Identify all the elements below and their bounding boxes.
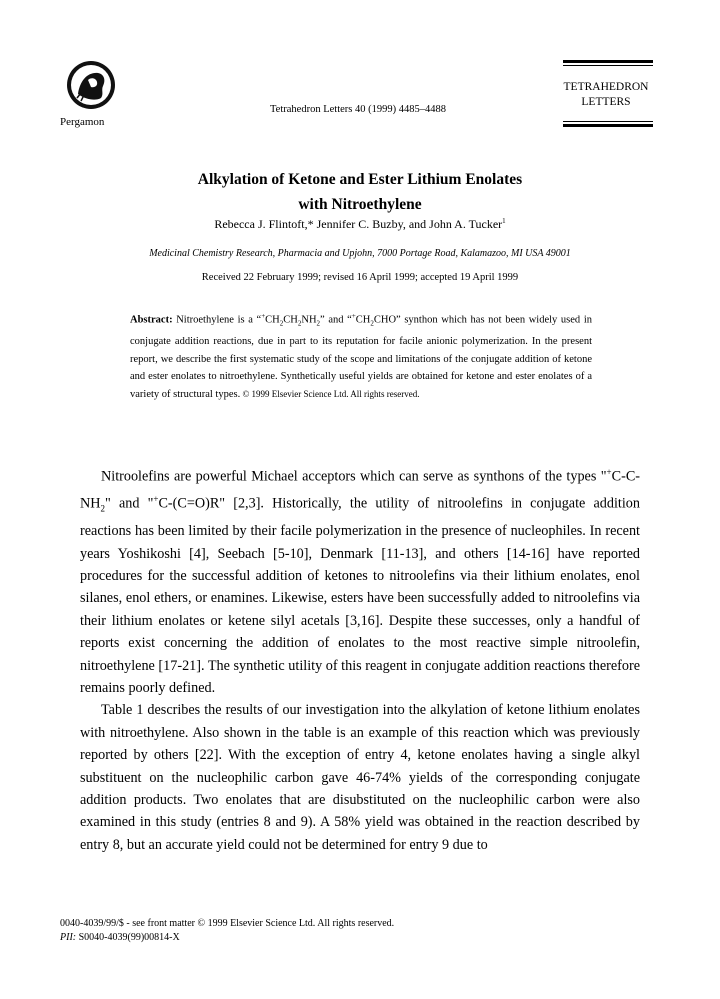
journal-name-line1: TETRAHEDRON — [563, 81, 649, 93]
author-names: Rebecca J. Flintoft,* Jennifer C. Buzby, and John A. Tucker — [214, 217, 503, 231]
abstract-sup: + — [261, 312, 266, 320]
abstract-text-a: Nitroethylene is a “ — [172, 314, 262, 326]
article-title-line2: with Nitroethylene — [298, 196, 422, 213]
header-rule-top — [563, 60, 653, 68]
body-p1-text: C-(C=O)R" [2,3]. Historically, the utility of nitroolefins in conjugate addition reactions has been limited by their facile polymerization in the presence of nucleophiles. In recent years Yoshikoshi [4], Seebach [5-10], Denmark [11-13], and others [14-16] have reported procedures for the successful addition of ketones to nitroolefins via their lithium enolates, enol silanes, enol ethers, or enamines. Likewise, esters have been successfully added to nitroolefins via their lithium enolates or ketene silyl acetals [3,16]. Despite these successes, only a handful of reports exist concerning the addition of enolates to the most reactive simple nitroolefin, nitroethylene [17-21]. The synthetic utility of this reagent in conjugate addition reactions therefore remains poorly defined. — [80, 495, 640, 696]
abstract-sub: 2 — [370, 319, 374, 328]
publisher-logo-emblem — [66, 60, 116, 110]
journal-citation: Tetrahedron Letters 40 (1999) 4485–4488 — [270, 104, 446, 115]
abstract-synthon-part: CH — [265, 314, 280, 326]
pii-value: S0040-4039(99)00814-X — [76, 932, 180, 943]
author-footnote-marker: 1 — [502, 217, 506, 225]
body-p1-text: Nitroolefins are powerful Michael acceptors which can serve as synthons of the types " — [101, 468, 607, 485]
body-paragraph-2: Table 1 describes the results of our investigation into the alkylation of ketone lithium enolates with nitroethylene. Also shown in the table is an example of this reaction which was previously reported by others [22]. With the exception of entry 4, ketone enolates having a single alkyl substituent on the nucleophilic carbon gave 46-74% yields of the corresponding conjugate addition products. Two enolates that are disubstituted on the nucleophilic carbon were also examined in this study (entries 8 and 9). A 58% yield was obtained in the reaction described by entry 8, but an accurate yield could not be determined for entry 9 due to — [80, 702, 640, 853]
body-text — [80, 461, 640, 856]
journal-name — [556, 80, 656, 110]
abstract-synthon-part: CH — [355, 314, 371, 326]
affiliation: Medicinal Chemistry Research, Pharmacia and Upjohn, 7000 Portage Road, Kalamazoo, MI USA 49001 — [149, 248, 571, 259]
abstract-sub: 2 — [279, 319, 284, 328]
abstract-label: Abstract: — [130, 314, 173, 326]
abstract — [130, 308, 592, 403]
header-rule-bottom — [563, 121, 653, 129]
body-sub: 2 — [100, 503, 105, 514]
body-sup: + — [153, 494, 159, 505]
body-paragraph-1 — [80, 461, 640, 699]
abstract-synthon-part: CH — [283, 314, 298, 326]
footer — [60, 917, 394, 945]
body-p1-text: " and " — [105, 495, 154, 512]
abstract-sup: + — [351, 312, 356, 320]
abstract-text-b: ” and “ — [320, 314, 352, 326]
pii-label: PII: — [60, 932, 77, 943]
article-title-line1: Alkylation of Ketone and Ester Lithium Enolates — [197, 171, 523, 188]
abstract-sub: 2 — [297, 319, 302, 328]
abstract-sub: 2 — [316, 319, 321, 328]
author-list — [100, 217, 620, 232]
body-p1-text: C-C-NH — [80, 468, 640, 512]
footer-copyright: 0040-4039/99/$ - see front matter © 1999 Elsevier Science Ltd. All rights reserved. — [60, 918, 395, 929]
abstract-text-c: CHO” synthon which has not been widely used in conjugate addition reactions, due in part to its reputation for facile anionic polymerization. In the present report, we describe the first systematic study of the scope and limitations of the conjugate addition of ketone and ester enolates to nitroethylene. Synthetically useful yields are obtained for ketone and ester enolates of a variety of structural types. — [130, 314, 592, 400]
received-dates: Received 22 February 1999; revised 16 April 1999; accepted 19 April 1999 — [201, 272, 519, 283]
journal-name-line2: LETTERS — [581, 96, 631, 108]
article-title — [100, 167, 620, 217]
publisher-name: Pergamon — [60, 116, 105, 128]
body-sup: + — [606, 467, 612, 477]
footer-pii — [60, 931, 394, 945]
abstract-synthon-part: NH — [301, 314, 317, 326]
abstract-copyright: © 1999 Elsevier Science Ltd. All rights reserved. — [240, 388, 420, 399]
